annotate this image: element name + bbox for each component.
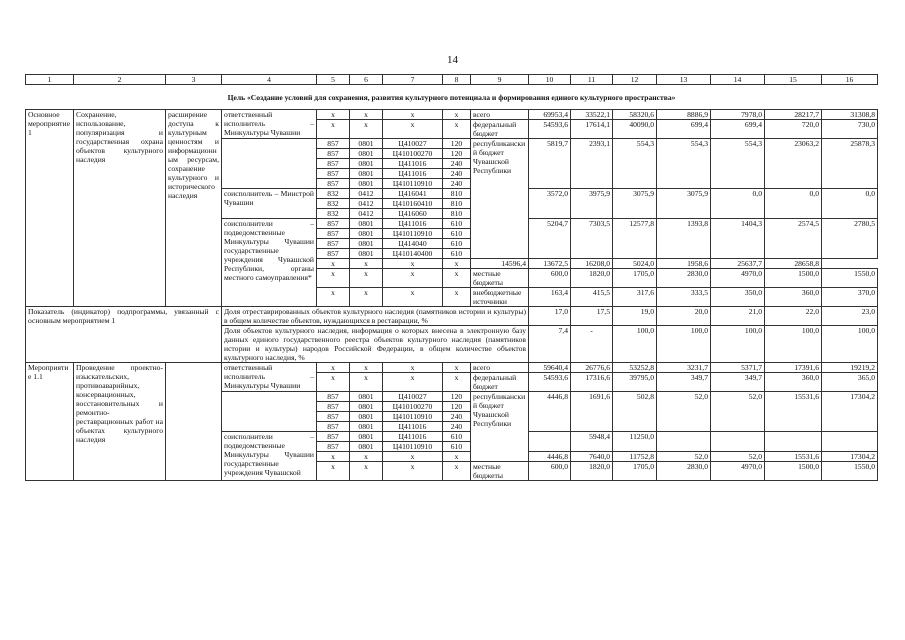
cell: 7303,5 bbox=[571, 219, 613, 259]
cell: Ц411016 bbox=[383, 422, 443, 432]
cell: 0,0 bbox=[765, 189, 822, 219]
cell: 0801 bbox=[350, 179, 383, 189]
indicator-text: Доля объектов культурного наследия, информация о которых внесена в электронную базу данных единого государственного реестра объектов культурного наследия (памятников истории и культуры) народов Российской Федерации, в общем количестве объектов культурного наследия, % bbox=[222, 326, 529, 363]
cell: 857 bbox=[317, 432, 350, 442]
cell: 21,0 bbox=[711, 307, 765, 326]
cell: 5024,0 bbox=[613, 259, 657, 269]
cell: 0412 bbox=[350, 209, 383, 219]
cell: 4446,8 bbox=[529, 392, 571, 432]
cell: 0801 bbox=[350, 159, 383, 169]
cell: 2830,0 bbox=[657, 462, 711, 481]
cell: 4970,0 bbox=[711, 462, 765, 481]
cell: 2393,1 bbox=[571, 139, 613, 189]
cell: x bbox=[443, 452, 471, 462]
cell: 857 bbox=[317, 422, 350, 432]
cell: 857 bbox=[317, 159, 350, 169]
page-number: 14 bbox=[447, 54, 458, 66]
cell: Ц410027 bbox=[383, 139, 443, 149]
cell: 857 bbox=[317, 219, 350, 229]
cell: 7978,0 bbox=[711, 110, 765, 120]
cell: 0801 bbox=[350, 422, 383, 432]
empty-cell bbox=[711, 432, 765, 452]
empty-cell bbox=[657, 432, 711, 452]
cell: x bbox=[383, 462, 443, 481]
cell: Ц411016 bbox=[383, 169, 443, 179]
cell: 11752,8 bbox=[613, 452, 657, 462]
cell: 17304,2 bbox=[822, 392, 878, 432]
cell: Ц410110910 bbox=[383, 442, 443, 452]
funding-source: республиканский бюджет Чувашской Республики bbox=[471, 139, 529, 259]
cell: 0801 bbox=[350, 432, 383, 442]
funding-source: местные бюджеты bbox=[471, 462, 529, 481]
cell: 0,0 bbox=[822, 189, 878, 219]
cell: 0412 bbox=[350, 189, 383, 199]
col-header: 9 bbox=[471, 75, 529, 85]
cell: 832 bbox=[317, 189, 350, 199]
col-header: 4 bbox=[222, 75, 317, 85]
cell: 0801 bbox=[350, 402, 383, 412]
col-header: 11 bbox=[571, 75, 613, 85]
cell: 857 bbox=[317, 179, 350, 189]
cell: 17304,2 bbox=[822, 452, 878, 462]
col-header: 13 bbox=[657, 75, 711, 85]
cell: 17614,1 bbox=[571, 120, 613, 139]
cell: 317,6 bbox=[613, 288, 657, 307]
cell: 350,0 bbox=[711, 288, 765, 307]
col-header: 6 bbox=[350, 75, 383, 85]
cell: 1705,0 bbox=[613, 462, 657, 481]
col-header: 1 bbox=[26, 75, 74, 85]
cell: Ц411016 bbox=[383, 159, 443, 169]
cell: 25878,3 bbox=[822, 139, 878, 189]
cell: 31308,8 bbox=[822, 110, 878, 120]
cell: x bbox=[443, 259, 471, 269]
cell: x bbox=[383, 373, 443, 392]
cell: 810 bbox=[443, 199, 471, 209]
cell: 0801 bbox=[350, 139, 383, 149]
program-table bbox=[25, 74, 878, 481]
cell: 120 bbox=[443, 149, 471, 159]
cell: Ц410100270 bbox=[383, 402, 443, 412]
col-header: 15 bbox=[765, 75, 822, 85]
cell: 23,0 bbox=[822, 307, 878, 326]
cell: x bbox=[317, 110, 350, 120]
cell: 857 bbox=[317, 239, 350, 249]
funding-source: республиканский бюджет Чувашской Республики bbox=[471, 392, 529, 462]
cell: 5204,7 bbox=[529, 219, 571, 259]
cell: x bbox=[350, 363, 383, 373]
cell: 4970,0 bbox=[711, 269, 765, 288]
cell: 7,4 bbox=[529, 326, 571, 363]
cell: 52,0 bbox=[711, 452, 765, 462]
cell: 360,0 bbox=[765, 288, 822, 307]
funding-source: внебюджетные источники bbox=[471, 288, 529, 307]
cell: 857 bbox=[317, 249, 350, 259]
cell: 0801 bbox=[350, 229, 383, 239]
cell: x bbox=[443, 288, 471, 307]
measure-desc: Сохранение, использование, популяризация и государственная охрана объектов культурного наследия bbox=[74, 110, 166, 307]
cell: Ц410110910 bbox=[383, 229, 443, 239]
cell: 0801 bbox=[350, 149, 383, 159]
cell: 5371,7 bbox=[711, 363, 765, 373]
cell: 699,4 bbox=[711, 120, 765, 139]
cell: 810 bbox=[443, 189, 471, 199]
cell: 1500,0 bbox=[765, 269, 822, 288]
col-header: 7 bbox=[383, 75, 443, 85]
cell: 19,0 bbox=[613, 307, 657, 326]
measure-name: Мероприятие 1.1 bbox=[26, 363, 74, 481]
funding-source: местные бюджеты bbox=[471, 269, 529, 288]
cell: 0801 bbox=[350, 392, 383, 402]
cell: 22,0 bbox=[765, 307, 822, 326]
cell: 699,4 bbox=[657, 120, 711, 139]
cell: x bbox=[317, 288, 350, 307]
cell: x bbox=[350, 452, 383, 462]
indicator-label: Показатель (индикатор) подпрограммы, увязанный с основным мероприятием 1 bbox=[26, 307, 222, 363]
cell: 4446,8 bbox=[529, 452, 571, 462]
cell: Ц410100270 bbox=[383, 149, 443, 159]
cell: 100,0 bbox=[613, 326, 657, 363]
cell: 28217,7 bbox=[765, 110, 822, 120]
cell: 832 bbox=[317, 209, 350, 219]
cell: 15531,6 bbox=[765, 392, 822, 432]
empty-cell bbox=[822, 432, 878, 452]
cell: 2574,5 bbox=[765, 219, 822, 259]
cell: x bbox=[350, 462, 383, 481]
cell: 19219,2 bbox=[822, 363, 878, 373]
cell: 53252,8 bbox=[613, 363, 657, 373]
cell: 2780,5 bbox=[822, 219, 878, 259]
cell: 832 bbox=[317, 199, 350, 209]
empty-cell bbox=[166, 363, 222, 481]
cell: 3975,9 bbox=[571, 189, 613, 219]
goal-row bbox=[26, 85, 878, 110]
cell: 0801 bbox=[350, 412, 383, 422]
cell: 23063,2 bbox=[765, 139, 822, 189]
cell: 240 bbox=[443, 412, 471, 422]
cell: 370,0 bbox=[822, 288, 878, 307]
cell: 365,0 bbox=[822, 373, 878, 392]
cell: 3075,9 bbox=[613, 189, 657, 219]
cell: 857 bbox=[317, 169, 350, 179]
cell: 1500,0 bbox=[765, 462, 822, 481]
cell: 33522,1 bbox=[571, 110, 613, 120]
cell: 554,3 bbox=[711, 139, 765, 189]
cell: 1404,3 bbox=[711, 219, 765, 259]
cell: 1550,0 bbox=[822, 269, 878, 288]
cell: 120 bbox=[443, 392, 471, 402]
cell: 100,0 bbox=[765, 326, 822, 363]
cell: 5948,4 bbox=[571, 432, 613, 452]
cell: x bbox=[350, 288, 383, 307]
cell: 100,0 bbox=[657, 326, 711, 363]
cell: x bbox=[350, 269, 383, 288]
empty-cell bbox=[529, 432, 571, 452]
cell: 554,3 bbox=[613, 139, 657, 189]
cell: 163,4 bbox=[529, 288, 571, 307]
cell: x bbox=[350, 259, 383, 269]
col-header: 2 bbox=[74, 75, 166, 85]
cell: 610 bbox=[443, 249, 471, 259]
cell: 52,0 bbox=[657, 392, 711, 432]
cell: x bbox=[383, 363, 443, 373]
cell: 58320,6 bbox=[613, 110, 657, 120]
cell: x bbox=[317, 452, 350, 462]
responsible-executor: ответственный исполнитель – Минкультуры Чувашии bbox=[222, 363, 317, 392]
funding-source: всего bbox=[471, 110, 529, 120]
cell: Ц411016 bbox=[383, 219, 443, 229]
cell: - bbox=[571, 326, 613, 363]
cell: 0412 bbox=[350, 199, 383, 209]
cell: 5819,7 bbox=[529, 139, 571, 189]
cell: x bbox=[443, 269, 471, 288]
cell: 2830,0 bbox=[657, 269, 711, 288]
cell: 17,5 bbox=[571, 307, 613, 326]
cell: 7640,0 bbox=[571, 452, 613, 462]
table-row bbox=[26, 110, 878, 120]
funding-source: федеральный бюджет bbox=[471, 120, 529, 139]
cell: 240 bbox=[443, 422, 471, 432]
cell: 3572,0 bbox=[529, 189, 571, 219]
cell: 3231,7 bbox=[657, 363, 711, 373]
cell: 1705,0 bbox=[613, 269, 657, 288]
cell: 1550,0 bbox=[822, 462, 878, 481]
cell: 240 bbox=[443, 169, 471, 179]
cell: Ц410027 bbox=[383, 392, 443, 402]
cell: 857 bbox=[317, 139, 350, 149]
cell: x bbox=[383, 120, 443, 139]
measure-name: Основное мероприятие 1 bbox=[26, 110, 74, 307]
cell: 0801 bbox=[350, 249, 383, 259]
cell: 600,0 bbox=[529, 462, 571, 481]
col-header: 10 bbox=[529, 75, 571, 85]
col-header: 3 bbox=[166, 75, 222, 85]
cell: Ц414040 bbox=[383, 239, 443, 249]
col-header: 8 bbox=[443, 75, 471, 85]
cell: 54593,6 bbox=[529, 120, 571, 139]
cell: x bbox=[317, 120, 350, 139]
goal-title: Цель «Создание условий для сохранения, развития культурного потенциала и формирования единого культурного пространства» bbox=[26, 85, 878, 110]
cell: x bbox=[317, 269, 350, 288]
cell: Ц416060 bbox=[383, 209, 443, 219]
cell: Ц410110910 bbox=[383, 412, 443, 422]
cell: Ц410140400 bbox=[383, 249, 443, 259]
cell: x bbox=[443, 120, 471, 139]
cell: 69953,4 bbox=[529, 110, 571, 120]
responsible-executor: ответственный исполнитель – Минкультуры Чувашии bbox=[222, 110, 317, 139]
cell: 857 bbox=[317, 402, 350, 412]
col-header: 5 bbox=[317, 75, 350, 85]
cell: 333,5 bbox=[657, 288, 711, 307]
co-executors: соисполнители – подведомственные Минкультуры Чувашии государственные учреждения Чувашской Республики, органы местного самоуправления* bbox=[222, 219, 317, 307]
cell: 554,3 bbox=[657, 139, 711, 189]
cell: 730,0 bbox=[822, 120, 878, 139]
cell: 17,0 bbox=[529, 307, 571, 326]
cell: x bbox=[350, 120, 383, 139]
cell: x bbox=[383, 269, 443, 288]
cell: 240 bbox=[443, 179, 471, 189]
cell: 857 bbox=[317, 412, 350, 422]
cell: 54593,6 bbox=[529, 373, 571, 392]
cell: x bbox=[350, 373, 383, 392]
cell: 1393,8 bbox=[657, 219, 711, 259]
cell: 0,0 bbox=[711, 189, 765, 219]
cell: x bbox=[443, 373, 471, 392]
cell: 40090,0 bbox=[613, 120, 657, 139]
cell: x bbox=[383, 452, 443, 462]
cell: 1691,6 bbox=[571, 392, 613, 432]
col-header: 16 bbox=[822, 75, 878, 85]
funding-source: федеральный бюджет bbox=[471, 373, 529, 392]
cell: 857 bbox=[317, 442, 350, 452]
cell: 17316,6 bbox=[571, 373, 613, 392]
col-header: 12 bbox=[613, 75, 657, 85]
cell: 120 bbox=[443, 402, 471, 412]
cell: 349,7 bbox=[657, 373, 711, 392]
cell: 415,5 bbox=[571, 288, 613, 307]
cell: 0801 bbox=[350, 169, 383, 179]
cell: Ц411016 bbox=[383, 432, 443, 442]
cell: Ц416041 bbox=[383, 189, 443, 199]
cell: 1820,0 bbox=[571, 269, 613, 288]
cell: 857 bbox=[317, 229, 350, 239]
cell: 857 bbox=[317, 392, 350, 402]
cell: x bbox=[443, 110, 471, 120]
indicator-text: Доля отреставрированных объектов культурного наследия (памятников истории и культуры) в общем количестве объектов, нуждающихся в реставрации, % bbox=[222, 307, 529, 326]
cell: x bbox=[383, 259, 443, 269]
cell: 720,0 bbox=[765, 120, 822, 139]
co-executor: соисполнитель – Минстрой Чувашии bbox=[222, 189, 317, 219]
cell: 17391,6 bbox=[765, 363, 822, 373]
cell: Ц410110910 bbox=[383, 179, 443, 189]
cell: 1958,6 bbox=[657, 259, 711, 269]
cell: 52,0 bbox=[711, 392, 765, 432]
header-row bbox=[26, 75, 878, 85]
responsible-executor-cont bbox=[222, 392, 317, 432]
cell: 610 bbox=[443, 239, 471, 249]
cell: x bbox=[317, 462, 350, 481]
cell: 20,0 bbox=[657, 307, 711, 326]
cell: 0801 bbox=[350, 442, 383, 452]
cell: 120 bbox=[443, 139, 471, 149]
cell: 8886,9 bbox=[657, 110, 711, 120]
co-executors: соисполнители – подведомственные Минкультуры Чувашии государственные учреждения Чувашской bbox=[222, 432, 317, 481]
cell: 600,0 bbox=[529, 269, 571, 288]
cell: Ц410160410 bbox=[383, 199, 443, 209]
cell: 16208,0 bbox=[571, 259, 613, 269]
responsible-executor-cont bbox=[222, 139, 317, 189]
cell: 13672,5 bbox=[529, 259, 571, 269]
cell: 100,0 bbox=[822, 326, 878, 363]
cell: 100,0 bbox=[711, 326, 765, 363]
cell: 3075,9 bbox=[657, 189, 711, 219]
cell: 52,0 bbox=[657, 452, 711, 462]
cell: 810 bbox=[443, 209, 471, 219]
cell: 26776,6 bbox=[571, 363, 613, 373]
cell: 12577,8 bbox=[613, 219, 657, 259]
cell: 349,7 bbox=[711, 373, 765, 392]
cell: 0801 bbox=[350, 239, 383, 249]
cell: x bbox=[443, 462, 471, 481]
cell: 0801 bbox=[350, 219, 383, 229]
cell: 857 bbox=[317, 149, 350, 159]
col-header: 14 bbox=[711, 75, 765, 85]
cell: 360,0 bbox=[765, 373, 822, 392]
measure-purpose: расширение доступа к культурным ценностям и информационным ресурсам, сохранение культурного и исторического наследия bbox=[166, 110, 222, 307]
cell: 610 bbox=[443, 442, 471, 452]
cell: 610 bbox=[443, 229, 471, 239]
cell: x bbox=[443, 363, 471, 373]
cell: 28658,8 bbox=[765, 259, 822, 269]
funding-source: всего bbox=[471, 363, 529, 373]
table-row bbox=[26, 363, 878, 373]
cell: 240 bbox=[443, 159, 471, 169]
cell: 39795,0 bbox=[613, 373, 657, 392]
cell: x bbox=[383, 288, 443, 307]
cell: 14596,4 bbox=[471, 259, 529, 269]
measure-desc: Проведение проектно-изыскательских, противоаварийных, консервационных, восстановительных и ремонтно-реставрационных работ на объектах культурного наследия bbox=[74, 363, 166, 481]
empty-cell bbox=[765, 432, 822, 452]
cell: 15531,6 bbox=[765, 452, 822, 462]
cell: 25637,7 bbox=[711, 259, 765, 269]
cell: 502,8 bbox=[613, 392, 657, 432]
cell: 59640,4 bbox=[529, 363, 571, 373]
cell: 11250,0 bbox=[613, 432, 657, 452]
cell: x bbox=[350, 110, 383, 120]
cell: 1820,0 bbox=[571, 462, 613, 481]
cell: x bbox=[383, 110, 443, 120]
cell: 610 bbox=[443, 432, 471, 442]
table-row bbox=[26, 307, 878, 326]
cell: x bbox=[317, 373, 350, 392]
cell: x bbox=[317, 363, 350, 373]
cell: 610 bbox=[443, 219, 471, 229]
cell: x bbox=[317, 259, 350, 269]
